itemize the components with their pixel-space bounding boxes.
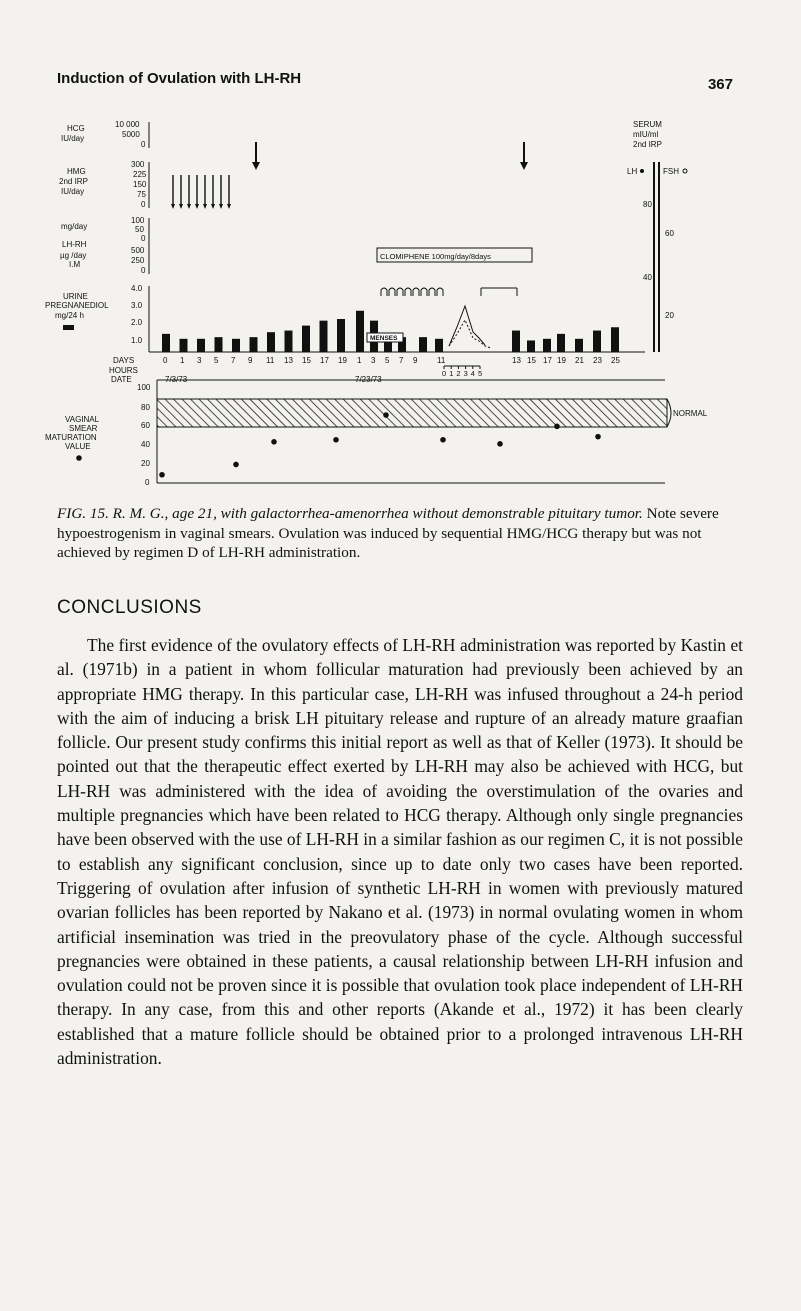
day-label: 15 — [302, 356, 311, 365]
day-label: 3 — [371, 356, 376, 365]
day-label: 1 — [180, 356, 185, 365]
svg-text:7/3/73: 7/3/73 — [165, 375, 188, 384]
smear-point — [159, 472, 165, 478]
pregnanediol-bar — [302, 326, 310, 352]
hours-row — [442, 366, 482, 378]
pregnanediol-bar — [232, 339, 240, 352]
svg-text:4.0: 4.0 — [131, 284, 143, 293]
smear-point — [333, 437, 339, 443]
svg-text:300: 300 — [131, 160, 145, 169]
svg-text:40: 40 — [643, 273, 652, 282]
hour-label: 2 — [456, 369, 461, 378]
svg-text:60: 60 — [665, 229, 674, 238]
lhrh-label — [60, 222, 87, 269]
svg-text:URINE: URINE — [63, 292, 88, 301]
day-label: 19 — [557, 356, 566, 365]
day-label: 11 — [437, 356, 446, 365]
vaginal-axis — [137, 380, 665, 487]
smear-point — [497, 441, 503, 447]
day-label: 9 — [248, 356, 253, 365]
pregnanediol-bar — [267, 332, 275, 352]
svg-text:250: 250 — [131, 256, 145, 265]
hmg-arrowhead — [227, 204, 231, 209]
lhrh-pulse — [381, 288, 387, 296]
lhrh-pulses — [381, 288, 443, 296]
pregnanediol-bar — [337, 319, 345, 352]
hmg-arrowhead — [203, 204, 207, 209]
svg-text:µg /day: µg /day — [60, 251, 87, 260]
svg-text:SERUM: SERUM — [633, 120, 662, 129]
urine-axis — [131, 284, 149, 352]
svg-text:40: 40 — [141, 440, 150, 449]
clomiphene-box — [377, 248, 532, 262]
hour-label: 0 — [442, 369, 447, 378]
smear-point — [383, 412, 389, 418]
lhrh-pulse — [405, 288, 411, 296]
day-label: 13 — [512, 356, 521, 365]
svg-text:2nd IRP: 2nd IRP — [633, 140, 662, 149]
caption-lead: FIG. 15. R. M. G., age 21, with galactorrhea-amenorrhea without demonstrable pituitary tumor. — [57, 505, 643, 522]
hour-label: 5 — [478, 369, 483, 378]
pregnanediol-bar — [285, 331, 293, 352]
svg-text:0: 0 — [141, 200, 146, 209]
hour-label: 3 — [463, 369, 468, 378]
smear-point — [554, 424, 560, 430]
pregnanediol-bar — [250, 337, 258, 352]
pregnanediol-bar — [435, 339, 443, 352]
day-label: 17 — [320, 356, 329, 365]
svg-text:10 000: 10 000 — [115, 120, 140, 129]
pregnanediol-bar — [320, 321, 328, 352]
figure-15 — [45, 110, 765, 500]
hmg-arrowhead — [195, 204, 199, 209]
svg-text:100: 100 — [131, 216, 145, 225]
serum-curves — [449, 306, 491, 348]
svg-text:75: 75 — [137, 190, 146, 199]
svg-text:7/23/73: 7/23/73 — [355, 375, 382, 384]
svg-text:SMEAR: SMEAR — [69, 424, 98, 433]
svg-text:I.M: I.M — [69, 260, 81, 269]
lhrh-pulse — [437, 288, 443, 296]
svg-text:MATURATION: MATURATION — [45, 433, 97, 442]
pregnanediol-bar — [593, 331, 601, 352]
day-label: 7 — [399, 356, 404, 365]
svg-text:0: 0 — [141, 266, 146, 275]
urine-label — [45, 292, 109, 330]
hmg-injections — [171, 175, 231, 209]
svg-text:500: 500 — [131, 246, 145, 255]
svg-text:225: 225 — [133, 170, 147, 179]
days-row — [163, 356, 620, 365]
hcg-arrow-1 — [252, 142, 260, 170]
days-axis — [109, 356, 138, 384]
day-label: 5 — [214, 356, 219, 365]
running-head-title: Induction of Ovulation with LH-RH — [57, 70, 302, 87]
section-heading: CONCLUSIONS — [57, 597, 202, 618]
svg-text:mg/day: mg/day — [61, 222, 88, 231]
svg-text:CLOMIPHENE 100mg/day/8days: CLOMIPHENE 100mg/day/8days — [380, 252, 491, 261]
hmg-arrowhead — [187, 204, 191, 209]
hmg-arrowhead — [171, 204, 175, 209]
pregnanediol-bar — [543, 339, 551, 352]
svg-text:PREGNANEDIOL: PREGNANEDIOL — [45, 301, 109, 310]
svg-text:3.0: 3.0 — [131, 301, 143, 310]
day-label: 0 — [163, 356, 168, 365]
svg-text:FSH: FSH — [663, 167, 679, 176]
hour-label: 1 — [449, 369, 454, 378]
day-label: 9 — [413, 356, 418, 365]
day-label: 3 — [197, 356, 202, 365]
svg-text:LH-RH: LH-RH — [62, 240, 87, 249]
hmg-arrowhead — [219, 204, 223, 209]
normal-label: NORMAL — [673, 409, 708, 418]
day-label: 19 — [338, 356, 347, 365]
svg-text:20: 20 — [141, 459, 150, 468]
svg-text:5000: 5000 — [122, 130, 140, 139]
figure-caption — [57, 504, 743, 563]
day-label: 23 — [593, 356, 602, 365]
lhrh-pulse — [429, 288, 435, 296]
day-label: 1 — [357, 356, 362, 365]
svg-text:VALUE: VALUE — [65, 442, 91, 451]
vaginal-label — [45, 415, 100, 461]
svg-text:0: 0 — [141, 234, 146, 243]
serum-axis — [627, 120, 687, 352]
svg-text:HMG: HMG — [67, 167, 86, 176]
svg-text:80: 80 — [643, 200, 652, 209]
smear-point — [233, 462, 239, 468]
svg-text:50: 50 — [135, 225, 144, 234]
lhrh-pulse — [421, 288, 427, 296]
normal-range-band — [157, 399, 667, 427]
caption-text: Note severe hypoestrogenism in vaginal smears. Ovulation was induced by sequential HMG/HCG therapy but was not achieved by regimen D of LH-RH administration. — [57, 505, 719, 561]
running-head — [57, 70, 747, 100]
svg-text:2nd IRP: 2nd IRP — [59, 177, 88, 186]
svg-text:mg/24 h: mg/24 h — [55, 311, 84, 320]
pregnanediol-bar — [575, 339, 583, 352]
svg-text:100: 100 — [137, 383, 151, 392]
svg-text:DATE: DATE — [111, 375, 132, 384]
day-label: 7 — [231, 356, 236, 365]
pregnanediol-bar — [197, 339, 205, 352]
day-label: 13 — [284, 356, 293, 365]
lhrh-infusion — [481, 288, 517, 296]
pregnanediol-bar — [611, 327, 619, 352]
smear-point — [271, 439, 277, 445]
hcg-ticks — [115, 120, 149, 149]
pregnanediol-bar — [512, 331, 520, 352]
day-label: 5 — [385, 356, 390, 365]
svg-text:MENSES: MENSES — [370, 335, 398, 342]
svg-text:LH: LH — [627, 167, 638, 176]
lhrh-pulse — [389, 288, 395, 296]
hmg-ticks — [131, 160, 149, 209]
pregnanediol-bar — [419, 337, 427, 352]
hour-label: 4 — [470, 369, 475, 378]
day-label: 17 — [543, 356, 552, 365]
pregnanediol-bar — [215, 337, 223, 352]
pregnanediol-bar — [527, 340, 535, 352]
pregnanediol-bar — [557, 334, 565, 352]
hmg-arrowhead — [211, 204, 215, 209]
hcg-arrow-2 — [520, 142, 528, 170]
pregnanediol-bar — [162, 334, 170, 352]
body-paragraph: The first evidence of the ovulatory effects of LH-RH administration was reported by Kastin et al. (1971b) in a patient in whom follicular maturation had previously been achieved by an appropriate HMG therapy. In this particular case, LH-RH was infused throughout a 24-h period with the aim of inducing a brisk LH pituitary release and rupture of an already mature graafian follicle. Our present study confirms this initial report as well as that of Keller (1973). It should be pointed out that the therapeutic effect exerted by LH-RH may also be achieved with HCG, but LH-RH was administered with the idea of avoiding the overstimulation of the ovaries and multiple pregnancies which have been related to HCG therapy. Although only single pregnancies have been observed with the use of LH-RH in a similar fashion as our regimen C, it is not possible to establish any significant conclusion, since up to date only two cases have been reported. Triggering of ovulation after infusion of synthetic LH-RH in women with previously matured ovarian follicles has been reported by Nakano et al. (1973) in normal ovulating women in whom artificial insemination was tried in the preovulatory phase of the cycle. Although successful pregnancies were obtained in these patients, a causal relationship between LH-RH infusion and ovulation could not be proven since it is possible that ovulation took place independent of LH-RH therapy. In any case, from this and other reports (Akande et al., 1972) it has been clearly established that a mature follicle should be obtained prior to a prolonged intravenous LH-RH administration. — [57, 635, 743, 1069]
svg-text:IU/day: IU/day — [61, 187, 85, 196]
menses-box — [367, 333, 403, 342]
page-number: 367 — [707, 76, 733, 93]
svg-text:mIU/ml: mIU/ml — [633, 130, 659, 139]
lhrh-pulse — [413, 288, 419, 296]
lhrh-pulse — [397, 288, 403, 296]
pregnanediol-bar — [180, 339, 188, 352]
svg-text:60: 60 — [141, 421, 150, 430]
svg-text:150: 150 — [133, 180, 147, 189]
day-label: 15 — [527, 356, 536, 365]
svg-text:HOURS: HOURS — [109, 366, 138, 375]
figure-15-chart — [45, 110, 765, 500]
lhrh-ticks — [131, 216, 149, 275]
svg-text:80: 80 — [141, 403, 150, 412]
svg-text:20: 20 — [665, 311, 674, 320]
day-label: 21 — [575, 356, 584, 365]
day-label: 25 — [611, 356, 620, 365]
svg-text:1.0: 1.0 — [131, 336, 143, 345]
svg-text:0: 0 — [145, 478, 150, 487]
hmg-arrowhead — [179, 204, 183, 209]
smear-point — [595, 434, 601, 440]
svg-text:VAGINAL: VAGINAL — [65, 415, 100, 424]
day-label: 11 — [266, 356, 275, 365]
svg-text:HCG: HCG — [67, 124, 85, 133]
smear-point — [440, 437, 446, 443]
hmg-label — [59, 167, 88, 196]
hcg-label — [61, 124, 85, 143]
pregnanediol-bar — [356, 311, 364, 352]
svg-text:0: 0 — [141, 140, 146, 149]
svg-text:DAYS: DAYS — [113, 356, 135, 365]
svg-text:IU/day: IU/day — [61, 134, 85, 143]
pregnanediol-bars — [162, 311, 619, 352]
svg-text:2.0: 2.0 — [131, 318, 143, 327]
